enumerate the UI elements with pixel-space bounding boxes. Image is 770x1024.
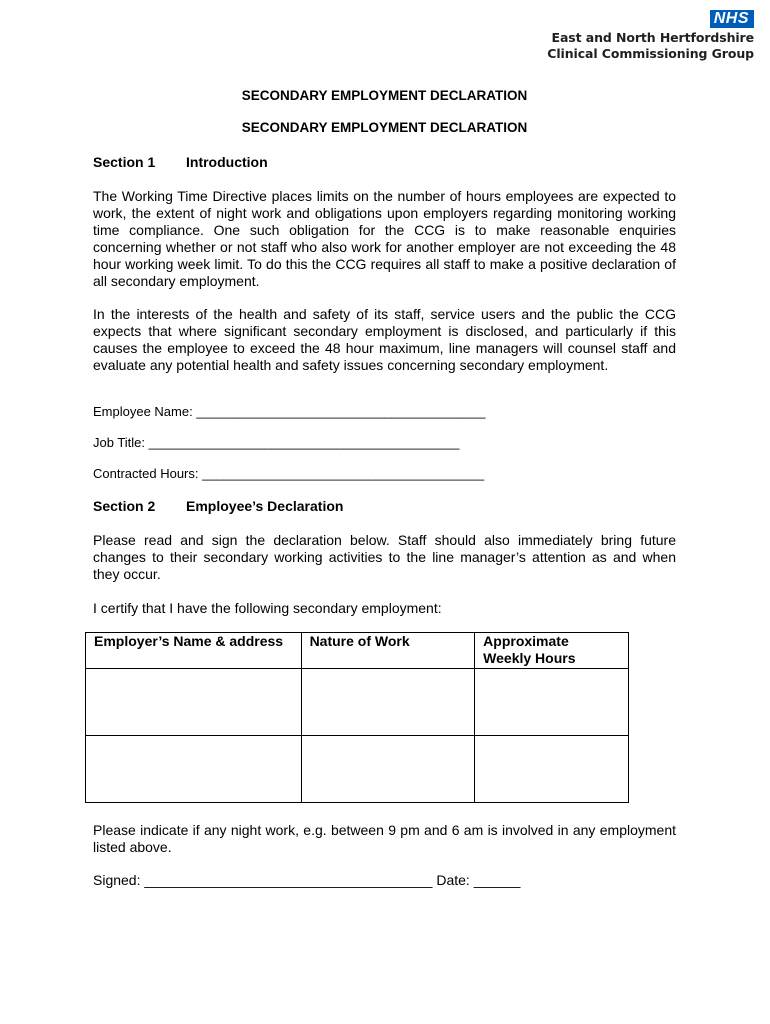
table-row [86,736,629,803]
section-2-paragraph-2: I certify that I have the following secondary employment: [93,600,442,616]
section-1-title: Introduction [186,154,268,170]
org-name-line-1: East and North Hertfordshire [551,30,754,45]
weekly-hours-cell[interactable] [475,736,629,803]
section-2-heading [93,498,343,514]
table-header-row [86,633,629,669]
nature-of-work-cell[interactable] [301,736,475,803]
section-1-paragraph-1: The Working Time Directive places limits on the number of hours employees are expected to work, the extent of night work and obligations upon employers regarding monitoring working time compliance. One such obligation for the CCG is to make reasonable enquiries concerning whether or not staff who also work for another employer are not exceeding the 48 hour working week limit. To do this the CCG requires all staff to make a positive declaration of all secondary employment. [93,188,676,289]
section-1-paragraph-2: In the interests of the health and safety of its staff, service users and the public the CCG expects that where significant secondary employment is disclosed, and particularly if this causes the employee to exceed the 48 hour maximum, line managers will counsel staff and evaluate any potential health and safety issues concerning secondary employment. [93,306,676,373]
contracted-hours-field[interactable]: Contracted Hours: _______________________________________ [93,466,485,481]
table-row [86,669,629,736]
employer-cell[interactable] [86,736,302,803]
section-2-paragraph-1: Please read and sign the declaration below. Staff should also immediately bring future changes to their secondary working activities to the line manager’s attention as and when they occur. [93,532,676,582]
section-1-heading [93,154,268,170]
nhs-badge: NHS [710,10,754,28]
signature-date-line[interactable]: Signed: _____________________________________ Date: ______ [93,872,521,888]
job-title-field[interactable]: Job Title: ___________________________________________ [93,435,460,450]
night-work-note: Please indicate if any night work, e.g. between 9 pm and 6 am is involved in any employment listed above. [93,822,676,855]
section-2-title: Employee’s Declaration [186,498,344,514]
employer-cell[interactable] [86,669,302,736]
column-header-nature-of-work: Nature of Work [301,633,475,669]
column-header-weekly-hours: Approximate Weekly Hours [475,633,629,669]
section-1-number: Section 1 [93,154,156,170]
secondary-employment-table [85,632,629,803]
document-title-repeat: SECONDARY EMPLOYMENT DECLARATION [241,120,528,135]
employee-name-field[interactable]: Employee Name: ________________________________________ [93,404,486,419]
org-name-line-2: Clinical Commissioning Group [547,46,754,61]
nature-of-work-cell[interactable] [301,669,475,736]
column-header-employer: Employer’s Name & address [86,633,302,669]
section-2-number: Section 2 [93,498,156,514]
document-title: SECONDARY EMPLOYMENT DECLARATION [241,88,528,103]
weekly-hours-cell[interactable] [475,669,629,736]
nhs-logo [547,10,754,62]
